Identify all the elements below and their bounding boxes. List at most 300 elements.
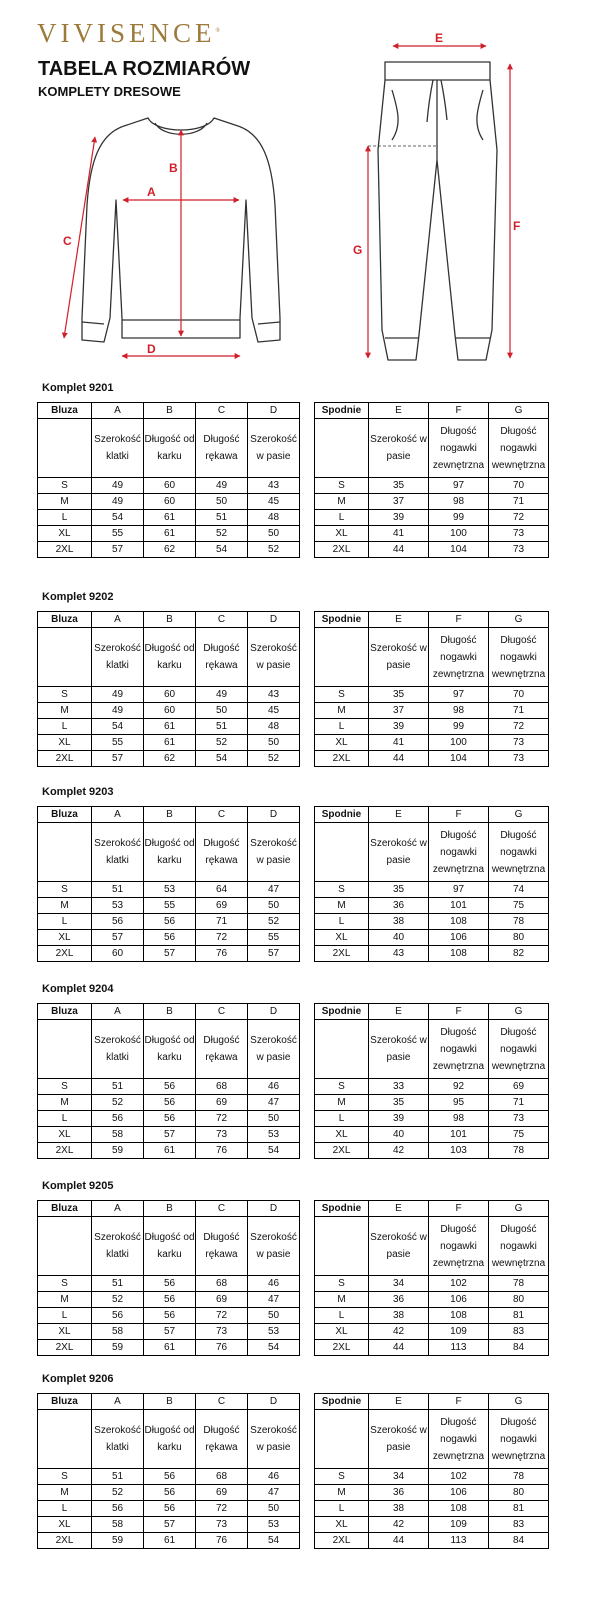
value-cell: 45 <box>248 494 300 510</box>
value-cell: 42 <box>369 1517 429 1533</box>
column-letter-cell: E <box>369 612 429 628</box>
table-title-cell: Spodnie <box>315 1201 369 1217</box>
table-row <box>315 946 549 962</box>
value-cell: 100 <box>429 735 489 751</box>
value-cell: 56 <box>144 1276 196 1292</box>
table-row <box>315 1111 549 1127</box>
column-letter-cell: A <box>92 403 144 419</box>
value-cell: 80 <box>489 1485 549 1501</box>
value-cell: 43 <box>369 946 429 962</box>
table-row <box>315 542 549 558</box>
value-cell: 41 <box>369 526 429 542</box>
value-cell: 61 <box>144 1340 196 1356</box>
table-row <box>38 882 300 898</box>
value-cell: 108 <box>429 1501 489 1517</box>
table-row <box>38 1143 300 1159</box>
column-letter-cell: G <box>489 612 549 628</box>
value-cell: 70 <box>489 687 549 703</box>
column-description-cell: Długość nogawki zewnętrzna <box>429 823 489 882</box>
set-title: Komplet 9204 <box>42 983 114 995</box>
table-row <box>38 898 300 914</box>
table-row <box>38 1533 300 1549</box>
column-letter-cell: F <box>429 1394 489 1410</box>
value-cell: 57 <box>144 946 196 962</box>
value-cell: 104 <box>429 751 489 767</box>
column-description-cell: Długość nogawki wewnętrzna <box>489 1217 549 1276</box>
value-cell: 72 <box>196 930 248 946</box>
column-description-cell: Długość nogawki zewnętrzna <box>429 419 489 478</box>
table-row <box>315 1485 549 1501</box>
size-cell: 2XL <box>38 1533 92 1549</box>
table-row <box>315 1292 549 1308</box>
value-cell: 92 <box>429 1079 489 1095</box>
size-cell: M <box>315 494 369 510</box>
column-description-cell: Szerokość w pasie <box>369 1410 429 1469</box>
brand-logo: VIVISENCE® <box>37 18 221 48</box>
column-description-cell: Długość nogawki wewnętrzna <box>489 1410 549 1469</box>
value-cell: 56 <box>144 1485 196 1501</box>
value-cell: 68 <box>196 1079 248 1095</box>
column-letter-cell: C <box>196 1201 248 1217</box>
column-letter-cell: A <box>92 612 144 628</box>
table-row <box>315 882 549 898</box>
column-letter-cell: C <box>196 807 248 823</box>
value-cell: 47 <box>248 1485 300 1501</box>
value-cell: 43 <box>248 687 300 703</box>
size-cell: XL <box>38 1324 92 1340</box>
value-cell: 51 <box>92 882 144 898</box>
table-row <box>38 735 300 751</box>
size-cell: S <box>315 1469 369 1485</box>
table-row <box>38 494 300 510</box>
value-cell: 42 <box>369 1143 429 1159</box>
column-description-cell: Długość od karku <box>144 628 196 687</box>
value-cell: 56 <box>92 1308 144 1324</box>
column-letter-cell: C <box>196 403 248 419</box>
column-letter-cell: A <box>92 807 144 823</box>
column-letter-cell: E <box>369 1394 429 1410</box>
set-title: Komplet 9203 <box>42 786 114 798</box>
value-cell: 61 <box>144 526 196 542</box>
table-row <box>315 1308 549 1324</box>
value-cell: 33 <box>369 1079 429 1095</box>
value-cell: 55 <box>248 930 300 946</box>
table-row <box>38 703 300 719</box>
value-cell: 60 <box>144 687 196 703</box>
value-cell: 56 <box>144 1469 196 1485</box>
column-letter-cell: B <box>144 612 196 628</box>
value-cell: 43 <box>248 478 300 494</box>
value-cell: 53 <box>248 1517 300 1533</box>
size-cell: XL <box>315 1517 369 1533</box>
size-cell: M <box>38 1292 92 1308</box>
value-cell: 60 <box>144 494 196 510</box>
value-cell: 95 <box>429 1095 489 1111</box>
value-cell: 52 <box>92 1292 144 1308</box>
size-cell: XL <box>38 1517 92 1533</box>
column-letter-cell: D <box>248 612 300 628</box>
value-cell: 100 <box>429 526 489 542</box>
value-cell: 102 <box>429 1469 489 1485</box>
value-cell: 39 <box>369 510 429 526</box>
column-letter-cell: C <box>196 612 248 628</box>
label-e: E <box>435 31 444 45</box>
size-cell: XL <box>315 526 369 542</box>
value-cell: 39 <box>369 1111 429 1127</box>
empty-cell <box>315 1217 369 1276</box>
table-title-cell: Bluza <box>38 1201 92 1217</box>
value-cell: 52 <box>248 751 300 767</box>
value-cell: 57 <box>92 542 144 558</box>
value-cell: 52 <box>248 914 300 930</box>
column-description-cell: Długość rękawa <box>196 1217 248 1276</box>
value-cell: 57 <box>92 751 144 767</box>
value-cell: 99 <box>429 510 489 526</box>
value-cell: 44 <box>369 1533 429 1549</box>
value-cell: 97 <box>429 882 489 898</box>
value-cell: 102 <box>429 1276 489 1292</box>
value-cell: 38 <box>369 1501 429 1517</box>
value-cell: 45 <box>248 703 300 719</box>
value-cell: 53 <box>248 1127 300 1143</box>
size-cell: M <box>38 1485 92 1501</box>
value-cell: 58 <box>92 1127 144 1143</box>
size-cell: M <box>38 494 92 510</box>
value-cell: 64 <box>196 882 248 898</box>
spodnie-size-table <box>314 806 549 962</box>
value-cell: 56 <box>144 1079 196 1095</box>
value-cell: 49 <box>92 494 144 510</box>
value-cell: 56 <box>144 914 196 930</box>
value-cell: 54 <box>92 510 144 526</box>
size-cell: L <box>315 719 369 735</box>
value-cell: 101 <box>429 1127 489 1143</box>
value-cell: 37 <box>369 703 429 719</box>
set-title: Komplet 9205 <box>42 1180 114 1192</box>
table-row <box>38 1485 300 1501</box>
size-cell: L <box>315 914 369 930</box>
column-description-cell: Długość od karku <box>144 1410 196 1469</box>
bluza-size-table <box>37 611 300 767</box>
table-row <box>38 1127 300 1143</box>
value-cell: 83 <box>489 1324 549 1340</box>
value-cell: 73 <box>489 526 549 542</box>
size-cell: XL <box>315 1127 369 1143</box>
column-description-cell: Długość nogawki zewnętrzna <box>429 628 489 687</box>
size-cell: 2XL <box>315 542 369 558</box>
size-cell: XL <box>38 526 92 542</box>
value-cell: 49 <box>92 478 144 494</box>
table-row <box>315 1324 549 1340</box>
value-cell: 53 <box>92 898 144 914</box>
table-row <box>38 1095 300 1111</box>
value-cell: 57 <box>144 1127 196 1143</box>
size-cell: L <box>38 719 92 735</box>
table-row <box>315 526 549 542</box>
size-cell: L <box>38 1111 92 1127</box>
value-cell: 53 <box>248 1324 300 1340</box>
value-cell: 54 <box>248 1143 300 1159</box>
table-title-cell: Bluza <box>38 612 92 628</box>
value-cell: 84 <box>489 1340 549 1356</box>
empty-cell <box>38 1410 92 1469</box>
size-cell: XL <box>38 735 92 751</box>
value-cell: 50 <box>248 1111 300 1127</box>
value-cell: 56 <box>144 1501 196 1517</box>
size-cell: S <box>315 687 369 703</box>
value-cell: 49 <box>196 478 248 494</box>
value-cell: 58 <box>92 1324 144 1340</box>
value-cell: 36 <box>369 898 429 914</box>
table-row <box>315 1127 549 1143</box>
value-cell: 56 <box>144 1111 196 1127</box>
bluza-size-table <box>37 1003 300 1159</box>
table-row <box>38 526 300 542</box>
value-cell: 46 <box>248 1079 300 1095</box>
column-letter-cell: B <box>144 1394 196 1410</box>
spodnie-size-table <box>314 1200 549 1356</box>
bluza-size-table <box>37 806 300 962</box>
value-cell: 108 <box>429 1308 489 1324</box>
label-a: A <box>147 185 156 199</box>
value-cell: 78 <box>489 1469 549 1485</box>
table-row <box>38 510 300 526</box>
value-cell: 49 <box>92 703 144 719</box>
value-cell: 47 <box>248 882 300 898</box>
value-cell: 55 <box>92 735 144 751</box>
value-cell: 40 <box>369 930 429 946</box>
value-cell: 72 <box>196 1308 248 1324</box>
value-cell: 76 <box>196 1340 248 1356</box>
size-cell: 2XL <box>315 1533 369 1549</box>
column-description-cell: Długość rękawa <box>196 419 248 478</box>
empty-cell <box>315 419 369 478</box>
table-row <box>315 1095 549 1111</box>
column-letter-cell: F <box>429 612 489 628</box>
table-row <box>315 510 549 526</box>
table-row <box>38 719 300 735</box>
value-cell: 46 <box>248 1276 300 1292</box>
value-cell: 54 <box>248 1340 300 1356</box>
column-description-cell: Szerokość w pasie <box>369 1020 429 1079</box>
value-cell: 46 <box>248 1469 300 1485</box>
value-cell: 44 <box>369 751 429 767</box>
value-cell: 50 <box>248 1308 300 1324</box>
column-letter-cell: A <box>92 1201 144 1217</box>
size-cell: 2XL <box>315 751 369 767</box>
column-letter-cell: B <box>144 403 196 419</box>
size-cell: S <box>38 882 92 898</box>
table-row <box>315 914 549 930</box>
column-description-cell: Długość rękawa <box>196 1410 248 1469</box>
table-row <box>315 898 549 914</box>
value-cell: 72 <box>196 1501 248 1517</box>
value-cell: 113 <box>429 1340 489 1356</box>
value-cell: 81 <box>489 1308 549 1324</box>
column-description-cell: Szerokość w pasie <box>248 1410 300 1469</box>
table-row <box>38 1079 300 1095</box>
value-cell: 73 <box>196 1517 248 1533</box>
value-cell: 69 <box>196 1095 248 1111</box>
size-cell: XL <box>315 735 369 751</box>
table-title-cell: Bluza <box>38 807 92 823</box>
column-description-cell: Długość od karku <box>144 823 196 882</box>
size-cell: 2XL <box>38 1340 92 1356</box>
value-cell: 50 <box>248 898 300 914</box>
column-description-cell: Szerokość klatki <box>92 1020 144 1079</box>
column-description-cell: Długość nogawki zewnętrzna <box>429 1217 489 1276</box>
column-description-cell: Szerokość w pasie <box>248 823 300 882</box>
value-cell: 62 <box>144 542 196 558</box>
column-description-cell: Szerokość klatki <box>92 1410 144 1469</box>
table-title-cell: Spodnie <box>315 807 369 823</box>
column-description-cell: Długość nogawki zewnętrzna <box>429 1020 489 1079</box>
label-g: G <box>353 243 363 257</box>
column-description-cell: Szerokość w pasie <box>248 1020 300 1079</box>
value-cell: 35 <box>369 478 429 494</box>
spodnie-size-table <box>314 1393 549 1549</box>
value-cell: 54 <box>196 542 248 558</box>
value-cell: 50 <box>248 1501 300 1517</box>
value-cell: 75 <box>489 1127 549 1143</box>
value-cell: 53 <box>144 882 196 898</box>
value-cell: 42 <box>369 1324 429 1340</box>
table-row <box>315 751 549 767</box>
label-c: C <box>63 234 72 248</box>
size-cell: L <box>38 914 92 930</box>
value-cell: 50 <box>196 703 248 719</box>
table-row <box>315 1143 549 1159</box>
value-cell: 72 <box>489 719 549 735</box>
size-cell: S <box>315 1276 369 1292</box>
value-cell: 73 <box>489 542 549 558</box>
size-cell: M <box>315 1292 369 1308</box>
column-letter-cell: G <box>489 1004 549 1020</box>
value-cell: 51 <box>196 719 248 735</box>
column-letter-cell: D <box>248 807 300 823</box>
value-cell: 62 <box>144 751 196 767</box>
table-row <box>38 1501 300 1517</box>
table-row <box>315 735 549 751</box>
value-cell: 73 <box>489 735 549 751</box>
column-letter-cell: E <box>369 403 429 419</box>
table-row <box>315 703 549 719</box>
value-cell: 40 <box>369 1127 429 1143</box>
column-description-cell: Szerokość klatki <box>92 419 144 478</box>
table-row <box>38 930 300 946</box>
value-cell: 73 <box>196 1324 248 1340</box>
size-cell: M <box>38 1095 92 1111</box>
value-cell: 48 <box>248 510 300 526</box>
column-letter-cell: A <box>92 1004 144 1020</box>
value-cell: 78 <box>489 914 549 930</box>
column-letter-cell: G <box>489 1394 549 1410</box>
empty-cell <box>38 628 92 687</box>
value-cell: 56 <box>92 1501 144 1517</box>
value-cell: 76 <box>196 1533 248 1549</box>
table-title-cell: Bluza <box>38 1004 92 1020</box>
column-description-cell: Długość nogawki zewnętrzna <box>429 1410 489 1469</box>
table-row <box>315 930 549 946</box>
value-cell: 106 <box>429 1485 489 1501</box>
value-cell: 75 <box>489 898 549 914</box>
column-letter-cell: D <box>248 1394 300 1410</box>
value-cell: 52 <box>92 1485 144 1501</box>
column-description-cell: Szerokość klatki <box>92 1217 144 1276</box>
value-cell: 72 <box>196 1111 248 1127</box>
value-cell: 38 <box>369 1308 429 1324</box>
value-cell: 76 <box>196 946 248 962</box>
column-letter-cell: G <box>489 807 549 823</box>
column-letter-cell: D <box>248 1004 300 1020</box>
column-letter-cell: F <box>429 807 489 823</box>
value-cell: 60 <box>92 946 144 962</box>
value-cell: 71 <box>489 1095 549 1111</box>
column-description-cell: Długość rękawa <box>196 628 248 687</box>
column-description-cell: Długość nogawki wewnętrzna <box>489 628 549 687</box>
size-cell: XL <box>315 1324 369 1340</box>
column-letter-cell: G <box>489 1201 549 1217</box>
column-description-cell: Długość nogawki wewnętrzna <box>489 419 549 478</box>
value-cell: 70 <box>489 478 549 494</box>
set-title: Komplet 9202 <box>42 591 114 603</box>
size-cell: S <box>38 1079 92 1095</box>
label-f: F <box>513 219 521 233</box>
column-description-cell: Szerokość w pasie <box>369 628 429 687</box>
table-title-cell: Spodnie <box>315 612 369 628</box>
table-row <box>38 1276 300 1292</box>
value-cell: 73 <box>489 751 549 767</box>
spodnie-size-table <box>314 402 549 558</box>
value-cell: 50 <box>196 494 248 510</box>
table-row <box>315 1276 549 1292</box>
value-cell: 54 <box>196 751 248 767</box>
value-cell: 109 <box>429 1517 489 1533</box>
size-cell: 2XL <box>38 1143 92 1159</box>
value-cell: 38 <box>369 914 429 930</box>
size-cell: L <box>315 1111 369 1127</box>
table-row <box>38 1111 300 1127</box>
column-description-cell: Szerokość w pasie <box>248 1217 300 1276</box>
value-cell: 49 <box>196 687 248 703</box>
size-cell: M <box>38 703 92 719</box>
empty-cell <box>315 823 369 882</box>
value-cell: 106 <box>429 930 489 946</box>
empty-cell <box>315 1410 369 1469</box>
empty-cell <box>38 823 92 882</box>
value-cell: 51 <box>92 1469 144 1485</box>
value-cell: 57 <box>248 946 300 962</box>
value-cell: 71 <box>489 494 549 510</box>
value-cell: 73 <box>196 1127 248 1143</box>
value-cell: 34 <box>369 1469 429 1485</box>
value-cell: 103 <box>429 1143 489 1159</box>
value-cell: 56 <box>144 1292 196 1308</box>
table-row <box>315 1517 549 1533</box>
value-cell: 52 <box>196 526 248 542</box>
value-cell: 109 <box>429 1324 489 1340</box>
value-cell: 108 <box>429 946 489 962</box>
column-description-cell: Szerokość w pasie <box>369 419 429 478</box>
value-cell: 104 <box>429 542 489 558</box>
value-cell: 47 <box>248 1095 300 1111</box>
value-cell: 76 <box>196 1143 248 1159</box>
column-letter-cell: D <box>248 1201 300 1217</box>
spodnie-size-table <box>314 1003 549 1159</box>
empty-cell <box>315 1020 369 1079</box>
value-cell: 39 <box>369 719 429 735</box>
value-cell: 60 <box>144 703 196 719</box>
